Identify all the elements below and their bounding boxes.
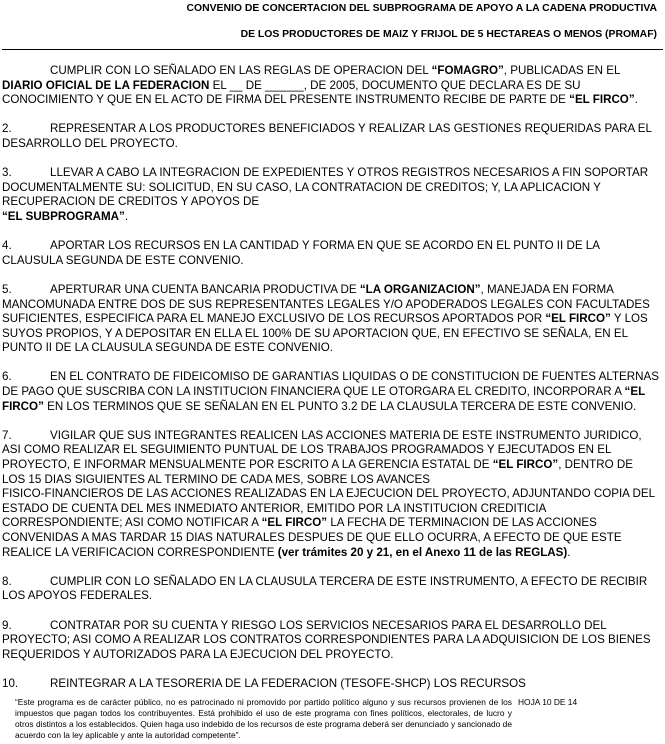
legal-disclaimer: “Este programa es de carácter público, no es patrocinado ni promovido por partido político alguno y sus recursos provienen de los impuestos que pagan todos los contribuyentes. Está prohibido el uso de este programa con fines políticos, electorales, de lucro y otros distintos a los establecidos. Quien haga uso indebido de los recursos de este programa deberá ser denunciado y sancionado de acuerdo con la ley aplicable y ante la autoridad competente”. <box>15 697 512 740</box>
paragraph-item-7: 7. VIGILAR QUE SUS INTEGRANTES REALICEN LAS ACCIONES MATERIA DE ESTE INSTRUMENTO JURIDICO, ASI COMO REALIZAR EL SEGUIMIENTO PUNTUAL DE LOS TRABAJOS PROGRAMADOS Y EJECUTADOS EN EL PROYECTO, E INFORMAR MENSUALMENTE POR ESCRITO A LA GERENCIA ESTATAL DE “EL FIRCO”, DENTRO DE LOS 15 DIAS SIGUIENTES AL TERMINO DE CADA MES, SOBRE LOS AVANCES FISICO-FINANCIEROS DE LAS ACCIONES REALIZADAS EN LA EJECUCION DEL PROYECTO, ADJUNTANDO COPIA DEL ESTADO DE CUENTA DEL MES INMEDIATO ANTERIOR, EMITIDO POR LA INSTITUCION CREDITICIA CORRESPONDIENTE; ASI COMO NOTIFICAR A “EL FIRCO” LA FECHA DE TERMINACION DE LAS ACCIONES CONVENIDAS A MAS TARDAR 15 DIAS NATURALES DESPUES DE QUE ELLO OCURRA, A EFECTO DE QUE ESTE REALICE LA VERIFICACION CORRESPONDIENTE (ver trámites 20 y 21, en el Anexo 11 de las REGLAS). <box>2 428 655 559</box>
page-number: HOJA 10 DE 14 <box>518 697 578 707</box>
paragraph-item-8: 8. CUMPLIR CON LO SEÑALADO EN LA CLAUSULA TERCERA DE ESTE INSTRUMENTO, A EFECTO DE RECIBIR LOS APOYOS FEDERALES. <box>2 574 648 603</box>
paragraph-intro: CUMPLIR CON LO SEÑALADO EN LAS REGLAS DE OPERACION DEL “FOMAGRO”, PUBLICADAS EN EL DIARIO OFICIAL DE LA FEDERACION EL __ DE ______, DE 2005, DOCUMENTO QUE DECLARA ES DE SU CONOCIMIENTO Y QUE EN EL ACTO DE FIRMA DEL PRESENTE INSTRUMENTO RECIBE DE PARTE DE “EL FIRCO”. <box>2 64 638 107</box>
paragraph-item-2: 2. REPRESENTAR A LOS PRODUCTORES BENEFICIADOS Y REALIZAR LAS GESTIONES REQUERIDAS PARA EL DESARROLLO DEL PROYECTO. <box>2 122 652 150</box>
document-body <box>2 64 659 706</box>
document-header <box>187 2 657 41</box>
paragraph-item-4: 4. APORTAR LOS RECURSOS EN LA CANTIDAD Y FORMA EN QUE SE ACORDO EN EL PUNTO II DE LA CLAUSULA SEGUNDA DE ESTE CONVENIO. <box>2 239 600 267</box>
header-divider <box>2 49 663 50</box>
paragraph-item-10: 10. REINTEGRAR A LA TESORERIA DE LA FEDERACION (TESOFE-SHCP) LOS RECURSOS <box>2 676 526 690</box>
header-line-2: DE LOS PRODUCTORES DE MAIZ Y FRIJOL DE 5 HECTAREAS O MENOS (PROMAF) <box>240 29 657 40</box>
header-line-1: CONVENIO DE CONCERTACION DEL SUBPROGRAMA DE APOYO A LA CADENA PRODUCTIVA <box>186 3 657 14</box>
paragraph-item-6: 6. EN EL CONTRATO DE FIDEICOMISO DE GARANTIAS LIQUIDAS O DE CONSTITUCION DE FUENTES ALTERNAS DE PAGO QUE SUSCRIBA CON LA INSTITUCION FINANCIERA QUE LE OTORGARA EL CREDITO, INCORPORAR A “EL FIRCO” EN LOS TERMINOS QUE SE SEÑALAN EN EL PUNTO 3.2 DE LA CLAUSULA TERCERA DE ESTE CONVENIO. <box>2 370 659 413</box>
paragraph-item-5: 5. APERTURAR UNA CUENTA BANCARIA PRODUCTIVA DE “LA ORGANIZACION”, MANEJADA EN FORMA MANCOMUNADA ENTRE DOS DE SUS REPRESENTANTES LEGALES Y/O APODERADOS LEGALES CON FACULTADES SUFICIENTES, ESPECIFICA PARA EL MANEJO EXCLUSIVO DE LOS RECURSOS APORTADOS POR “EL FIRCO” Y LOS SUYOS PROPIOS, Y A DEPOSITAR EN ELLA EL 100% DE SU APORTACION QUE, EN EFECTIVO SE SEÑALA, EN EL PUNTO II DE LA CLAUSULA SEGUNDA DE ESTE CONVENIO. <box>2 282 650 355</box>
paragraph-item-3: 3. LLEVAR A CABO LA INTEGRACION DE EXPEDIENTES Y OTROS REGISTROS NECESARIOS A FIN SOPORTAR DOCUMENTALMENTE SU: SOLICITUD, EN SU CASO, LA CONTRATACION DE CREDITOS; Y, LA APLICACION Y RECUPERACION DE CREDITOS Y APOYOS DE “EL SUBPROGRAMA”. <box>2 166 649 223</box>
paragraph-item-9: 9. CONTRATAR POR SU CUENTA Y RIESGO LOS SERVICIOS NECESARIOS PARA EL DESARROLLO DEL PROYECTO; ASI COMO A REALIZAR LOS CONTRATOS CORRESPONDIENTES PARA LA ADQUISICION DE LOS BIENES REQUERIDOS Y AUTORIZADOS PARA LA EJECUCION DEL PROYECTO. <box>2 618 651 661</box>
document-footer <box>0 697 665 744</box>
